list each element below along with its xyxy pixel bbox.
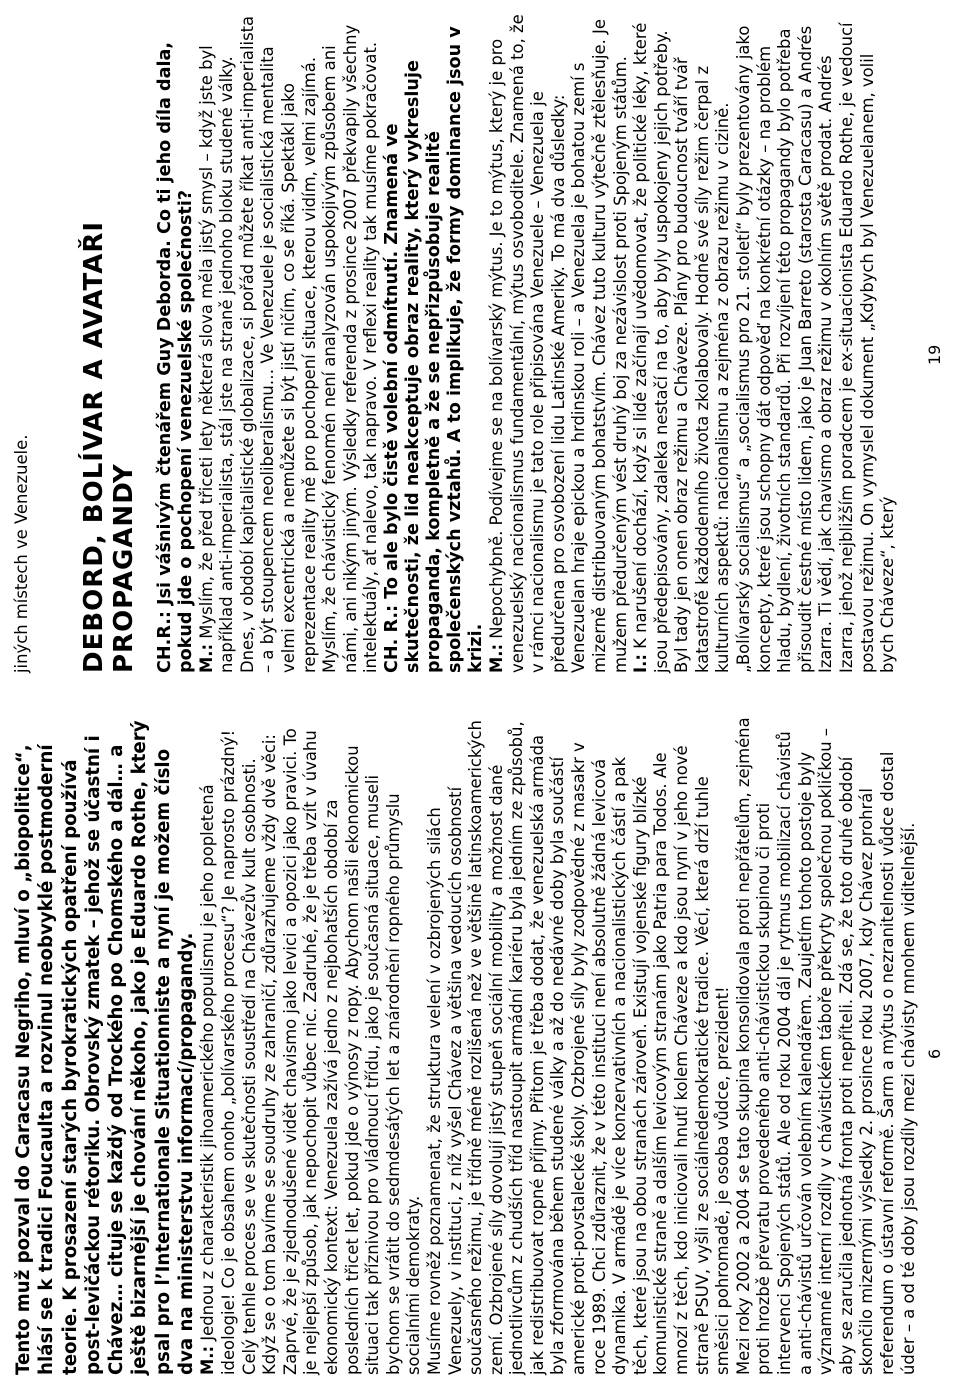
answer-text: K narušení dochází, když si lidé začínají uvědomovat, že politické léky, které jsou předepisovány, zdaleka nestačí na to, aby byly uspokojeny jejich potřeby. Byl tady jen onen obraz režimu a Cháveze. Plány pro budoucnost tváří tvář katastrofě každodenního života zkolabovaly. Hodně své síly režim čerpal z kulturních aspektů: nacionalismu a zejména z obrazu režimu v cizině. „Bolívarský socialismus“ a „socialismus pro 21. století“ byly prezentovány jako koncepty, které jsou schopny dát odpověď na konkrétní otázky – na problém hladu, bydlení, životních standardů. Při rozvíjení této propagandy bylo potřeba přisoudit čestné místo lidem, jako je Juan Barreto (starosta Caracasu) a Andrés Izarra. Ti vědí, jak chavismo a obraz režimu v okolním světě prodat. Andrés Izarra, jehož nejbližším poradcem je ex-situacionista Eduardo Rothe, je vedoucí postavou režimu. On vymyslel dokument „Kdybych byl Venezuelanem, volil bych Cháveze“, který xyxy=(631,22,898,673)
answer-text: Nepochybně. Podívejme se na bolívarský mýtus. Je to mýtus, který je pro venezuelský nacionalismus fundamentální, mýtus osvoboditele. Znamená to, že v rámci nacionalismu je tato role připisována Venezuele – Venezuela je předurčena pro osvobození lidu Latinské Ameriky. To má dva důsledky: Venezuelan hraje epickou a hrdinskou roli – a Venezuela je bohatou zemí s mizerně distribuovaným bohatstvím. Chávez tuto kulturu výtečně ztělesňuje. Je mužem předurčeným vést druhý boj za nezávislost proti Spojeným státům. xyxy=(486,14,630,673)
answer-text: Myslím, že před třiceti lety některá slova měla jistý smysl – když jste byl například anti-imperialista, stál jste na straně jednoho bloku studené války. Dnes, v období kapitalistické globalizace, si pořád můžete říkat anti-imperialista – a být stoupencem neoliberalismu… Ve Venezuele je socialistická mentalita velmi excentrická a nemůžete si být jistí ničím, co se říká. Spektákl jako reprezentace reality mě pro pochopení situace, kterou vidím, velmi zajímá. Myslím, že chávistický fenomén není analyzován uspokojivým způsobem ani námi, ani nikým jiným. Výsledky referenda z prosince 2007 překvapily všechny intelektuály, ať nalevo, tak napravo. V reflexi reality tak musíme pokračovat. xyxy=(196,15,381,673)
answer-m-paragraph xyxy=(198,717,425,1375)
speaker-label: I.: xyxy=(631,654,651,673)
speaker-label: M.: xyxy=(198,1345,218,1375)
answer-m-paragraph xyxy=(487,14,631,673)
lead-line: jiných místech ve Venezuele. xyxy=(12,434,31,673)
question-paragraph: CH.R.: Jsi vášnivým čtenářem Guy Deborda. Co ti jeho díla dala, pokud jde o pochopení venezuelské společnosti? xyxy=(154,41,196,673)
intro-paragraph: Tento muž pozval do Caracasu Negriho, mluví o „biopolitice“, hlásí se k tradici Foucaulta a rozvinul neobvyklé postmoderní teorie. K prosazení starých byrokratických opatření používá post-levičáckou rétoriku. Obrovský zmatek – jehož se účastní i Chávez… cituje se každý od Trockého po Chomského a dál… a ještě bizarnější je chování někoho, jako je Eduardo Rothe, který psal pro l’Internationale Situationniste a nyní je možem číslo dva na ministerstvu informací/propagandy. xyxy=(13,720,198,1375)
speaker-label: M.: xyxy=(486,643,506,673)
answer-m-paragraph xyxy=(197,14,382,673)
page-number: 6 xyxy=(925,1048,944,1059)
question-paragraph: CH. R.: To ale bylo čistě volební odmítnutí. Znamená ve skutečnosti, že lid neakceptuje obraz reality, který vykresluje propaganda, kompletně a že se nepřizpůsobuje realitě společenských vztahů. A to implikuje, že formy dominance jsou v krizi. xyxy=(381,26,486,673)
speaker-label: M.: xyxy=(196,643,216,673)
body-paragraph: Musíme rovněž poznamenat, že struktura velení v ozbrojených silách Venezuely, v instituci, z níž vyšel Chávez a většina vedoucích osobností současného režimu, je třídně méně rozlišená než ve většině latinskoamerických zemí. Ozbrojené síly dovolují jistý stupeň sociální mobility a možnost dané jednotlivcům z chudších tříd nastoupit armádní kariéru byla jedním ze způsobů, jak redistribuovat ropné příjmy. Přitom je třeba dodat, že venezuelská armáda byla zformována během studené války a až do nedávné doby byla součástí americké proti-povstalecké školy. Ozbrojené síly byly zodpovědné z masakr v roce 1989. Chci zdůraznit, že v této instituci není absolutně žádná levicová dynamika. V armádě je více konzervativních a nacionalistických částí a pak těch, které jsou na obou stranách zároveň. Existují vojenské figury blízké komunistické straně a dalším levicovým stranám jako Patria para Todos. Ale mnozí z těch, kdo iniciovali hnutí kolem Cháveze a kdo jsou nyní v jeho nové straně PSUV, vyšli ze sociálnědemokratické tradice. Věcí, která drží tuhle směsici pohromadě, je osoba vůdce, prezident! xyxy=(424,720,733,1375)
left-page xyxy=(0,695,960,1389)
page-number: 19 xyxy=(925,344,944,365)
body-paragraph: Mezi roky 2002 a 2004 se tato skupina konsolidovala proti nepřátelům, zejména proti hrozbě převratu provedeného anti-chávistickou skupinou či proti intervenci Spojených států. Ale od roku 2004 dál je rytmus mobilizací chávistů a anti-chávistů určován volebním kalendářem. Zaujetím tohoto postoje byly významné interní rozdíly v chávistickém táboře překryty společnou pokličkou – aby se zaručila jednotná fronta proti nepříteli. Zdá se, že toto druhé období skončilo mizernými výsledky 2. prosince roku 2007, kdy Chávez prohrál referendum o ústavní reformě. Šarm a mýtus o nezranitelnosti vůdce dostal úder – a od té doby jsou rozdíly mezi chávisty mnohem viditelnější. xyxy=(733,717,918,1375)
section-heading: DEBORD, BOLÍVAR A AVATAŘI PROPAGANDY xyxy=(78,220,139,673)
answer-i-paragraph xyxy=(631,14,899,673)
answer-text: Jednou z charakteristik jihoamerického populismu je jeho popletená ideologie! Co je obsahem onoho „bolívarského procesu“? Je naprosto prázdný! Celý tenhle proces se ve skutečnosti soustředí na Chávezův kult osobnosti. Když se o tom bavíme se soudruhy ze zahraničí, zdůrazňujeme vždy dvě věci: Zaprvé, že je zjednodušené vidět chavismo jako levici a opozici jako pravici. To je nejlepší způsob, jak nepochopit vůbec nic. Zadruhé, že je třeba vzít v úvahu ekonomický kontext: Venezuela zažívá jedno z nejbohatších období za posledních třicet let, pokud jde o výnosy z ropy. Abychom našli ekonomickou situaci tak příznivou pro vládnoucí třídu, jako je současná situace, museli bychom se vrátit do sedmdesátých let a znárodnění ropného průmyslu socialními demokraty. xyxy=(198,728,424,1375)
